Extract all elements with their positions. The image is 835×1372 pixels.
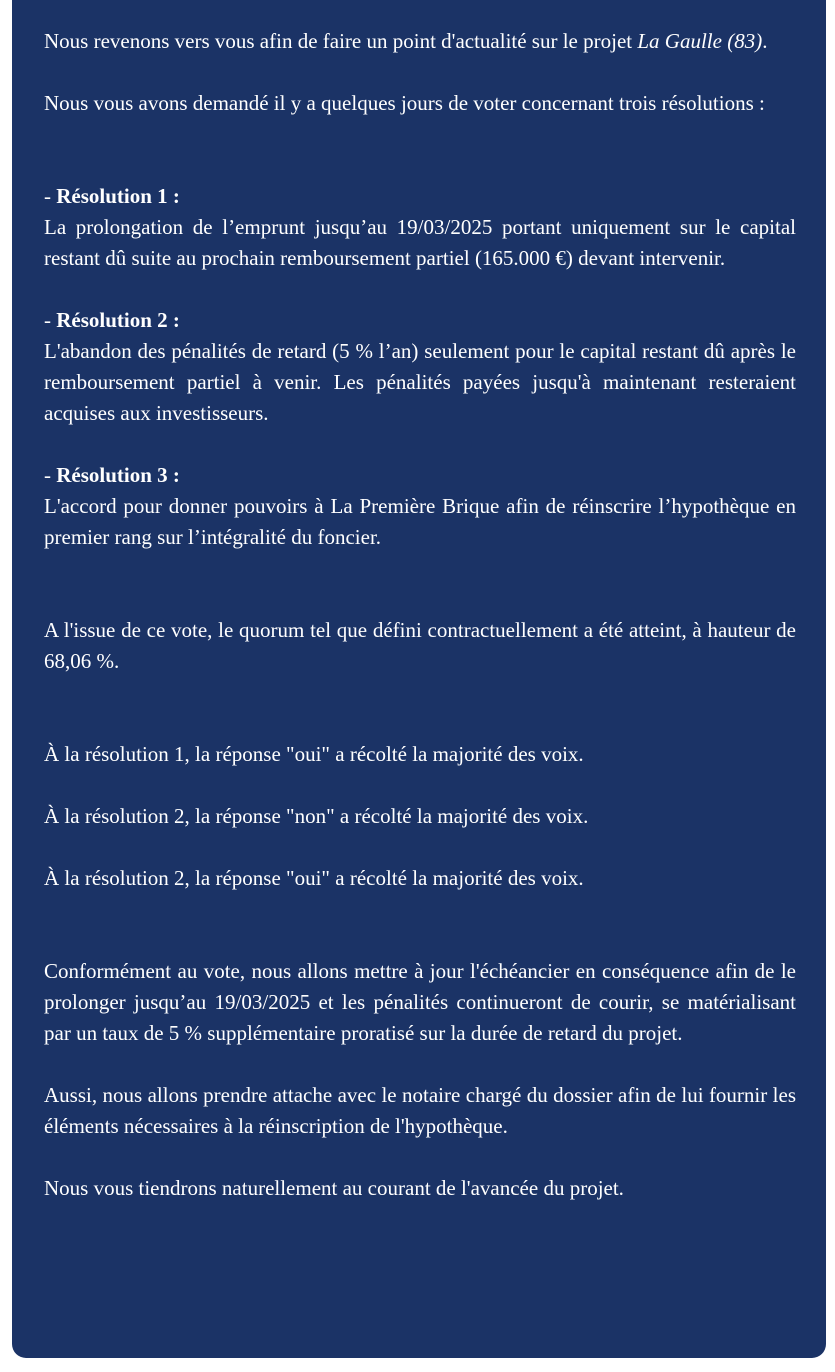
spacer — [44, 708, 796, 739]
resolution-3-body: L'accord pour donner pouvoirs à La Première Brique afin de réinscrire l’hypothèque en premier rang sur l’intégralité du foncier. — [44, 494, 796, 549]
resolution-2-dash: - — [44, 308, 57, 332]
result-1: À la résolution 1, la réponse "oui" a récolté la majorité des voix. — [44, 742, 584, 766]
intro-end: . — [762, 29, 768, 53]
spacer — [44, 584, 796, 615]
resolution-1-body: La prolongation de l’emprunt jusqu’au 19/03/2025 portant uniquement sur le capital restant dû suite au prochain remboursement partiel (165.000 €) devant intervenir. — [44, 215, 796, 270]
result-3: À la résolution 2, la réponse "oui" a récolté la majorité des voix. — [44, 866, 584, 890]
resolution-2-heading — [44, 305, 796, 336]
closing-paragraph: Nous vous tiendrons naturellement au courant de l'avancée du projet. — [44, 1176, 624, 1200]
resolution-3-dash: - — [44, 463, 57, 487]
resolution-3-heading — [44, 460, 796, 491]
message-card — [12, 0, 826, 1358]
resolution-1 — [44, 181, 796, 274]
project-name: La Gaulle (83) — [637, 29, 763, 53]
resolution-1-dash: - — [44, 184, 57, 208]
resolution-2-body: L'abandon des pénalités de retard (5 % l’an) seulement pour le capital restant dû après le remboursement partiel à venir. Les pénalités payées jusqu'à maintenant resteraient acquises aux investisseurs. — [44, 339, 796, 425]
resolution-1-title: Résolution 1 : — [56, 184, 180, 208]
spacer — [44, 925, 796, 956]
result-2: À la résolution 2, la réponse "non" a récolté la majorité des voix. — [44, 804, 589, 828]
resolution-2 — [44, 305, 796, 429]
conformity-paragraph: Conformément au vote, nous allons mettre à jour l'échéancier en conséquence afin de le prolonger jusqu’au 19/03/2025 et les pénalités continueront de courir, se matérialisant par un taux de 5 % supplémentaire proratisé sur la durée de retard du projet. — [44, 959, 796, 1045]
resolution-2-title: Résolution 2 : — [56, 308, 180, 332]
resolution-3-title: Résolution 3 : — [56, 463, 180, 487]
intro-paragraph — [44, 26, 796, 57]
vote-request-paragraph: Nous vous avons demandé il y a quelques jours de voter concernant trois résolutions : — [44, 91, 765, 115]
intro-text: Nous revenons vers vous afin de faire un point d'actualité sur le projet — [44, 29, 638, 53]
notary-paragraph: Aussi, nous allons prendre attache avec le notaire chargé du dossier afin de lui fournir les éléments nécessaires à la réinscription de l'hypothèque. — [44, 1083, 796, 1138]
resolution-1-heading — [44, 181, 796, 212]
spacer — [44, 150, 796, 181]
quorum-paragraph: A l'issue de ce vote, le quorum tel que défini contractuellement a été atteint, à hauteur de 68,06 %. — [44, 618, 796, 673]
resolution-3 — [44, 460, 796, 553]
